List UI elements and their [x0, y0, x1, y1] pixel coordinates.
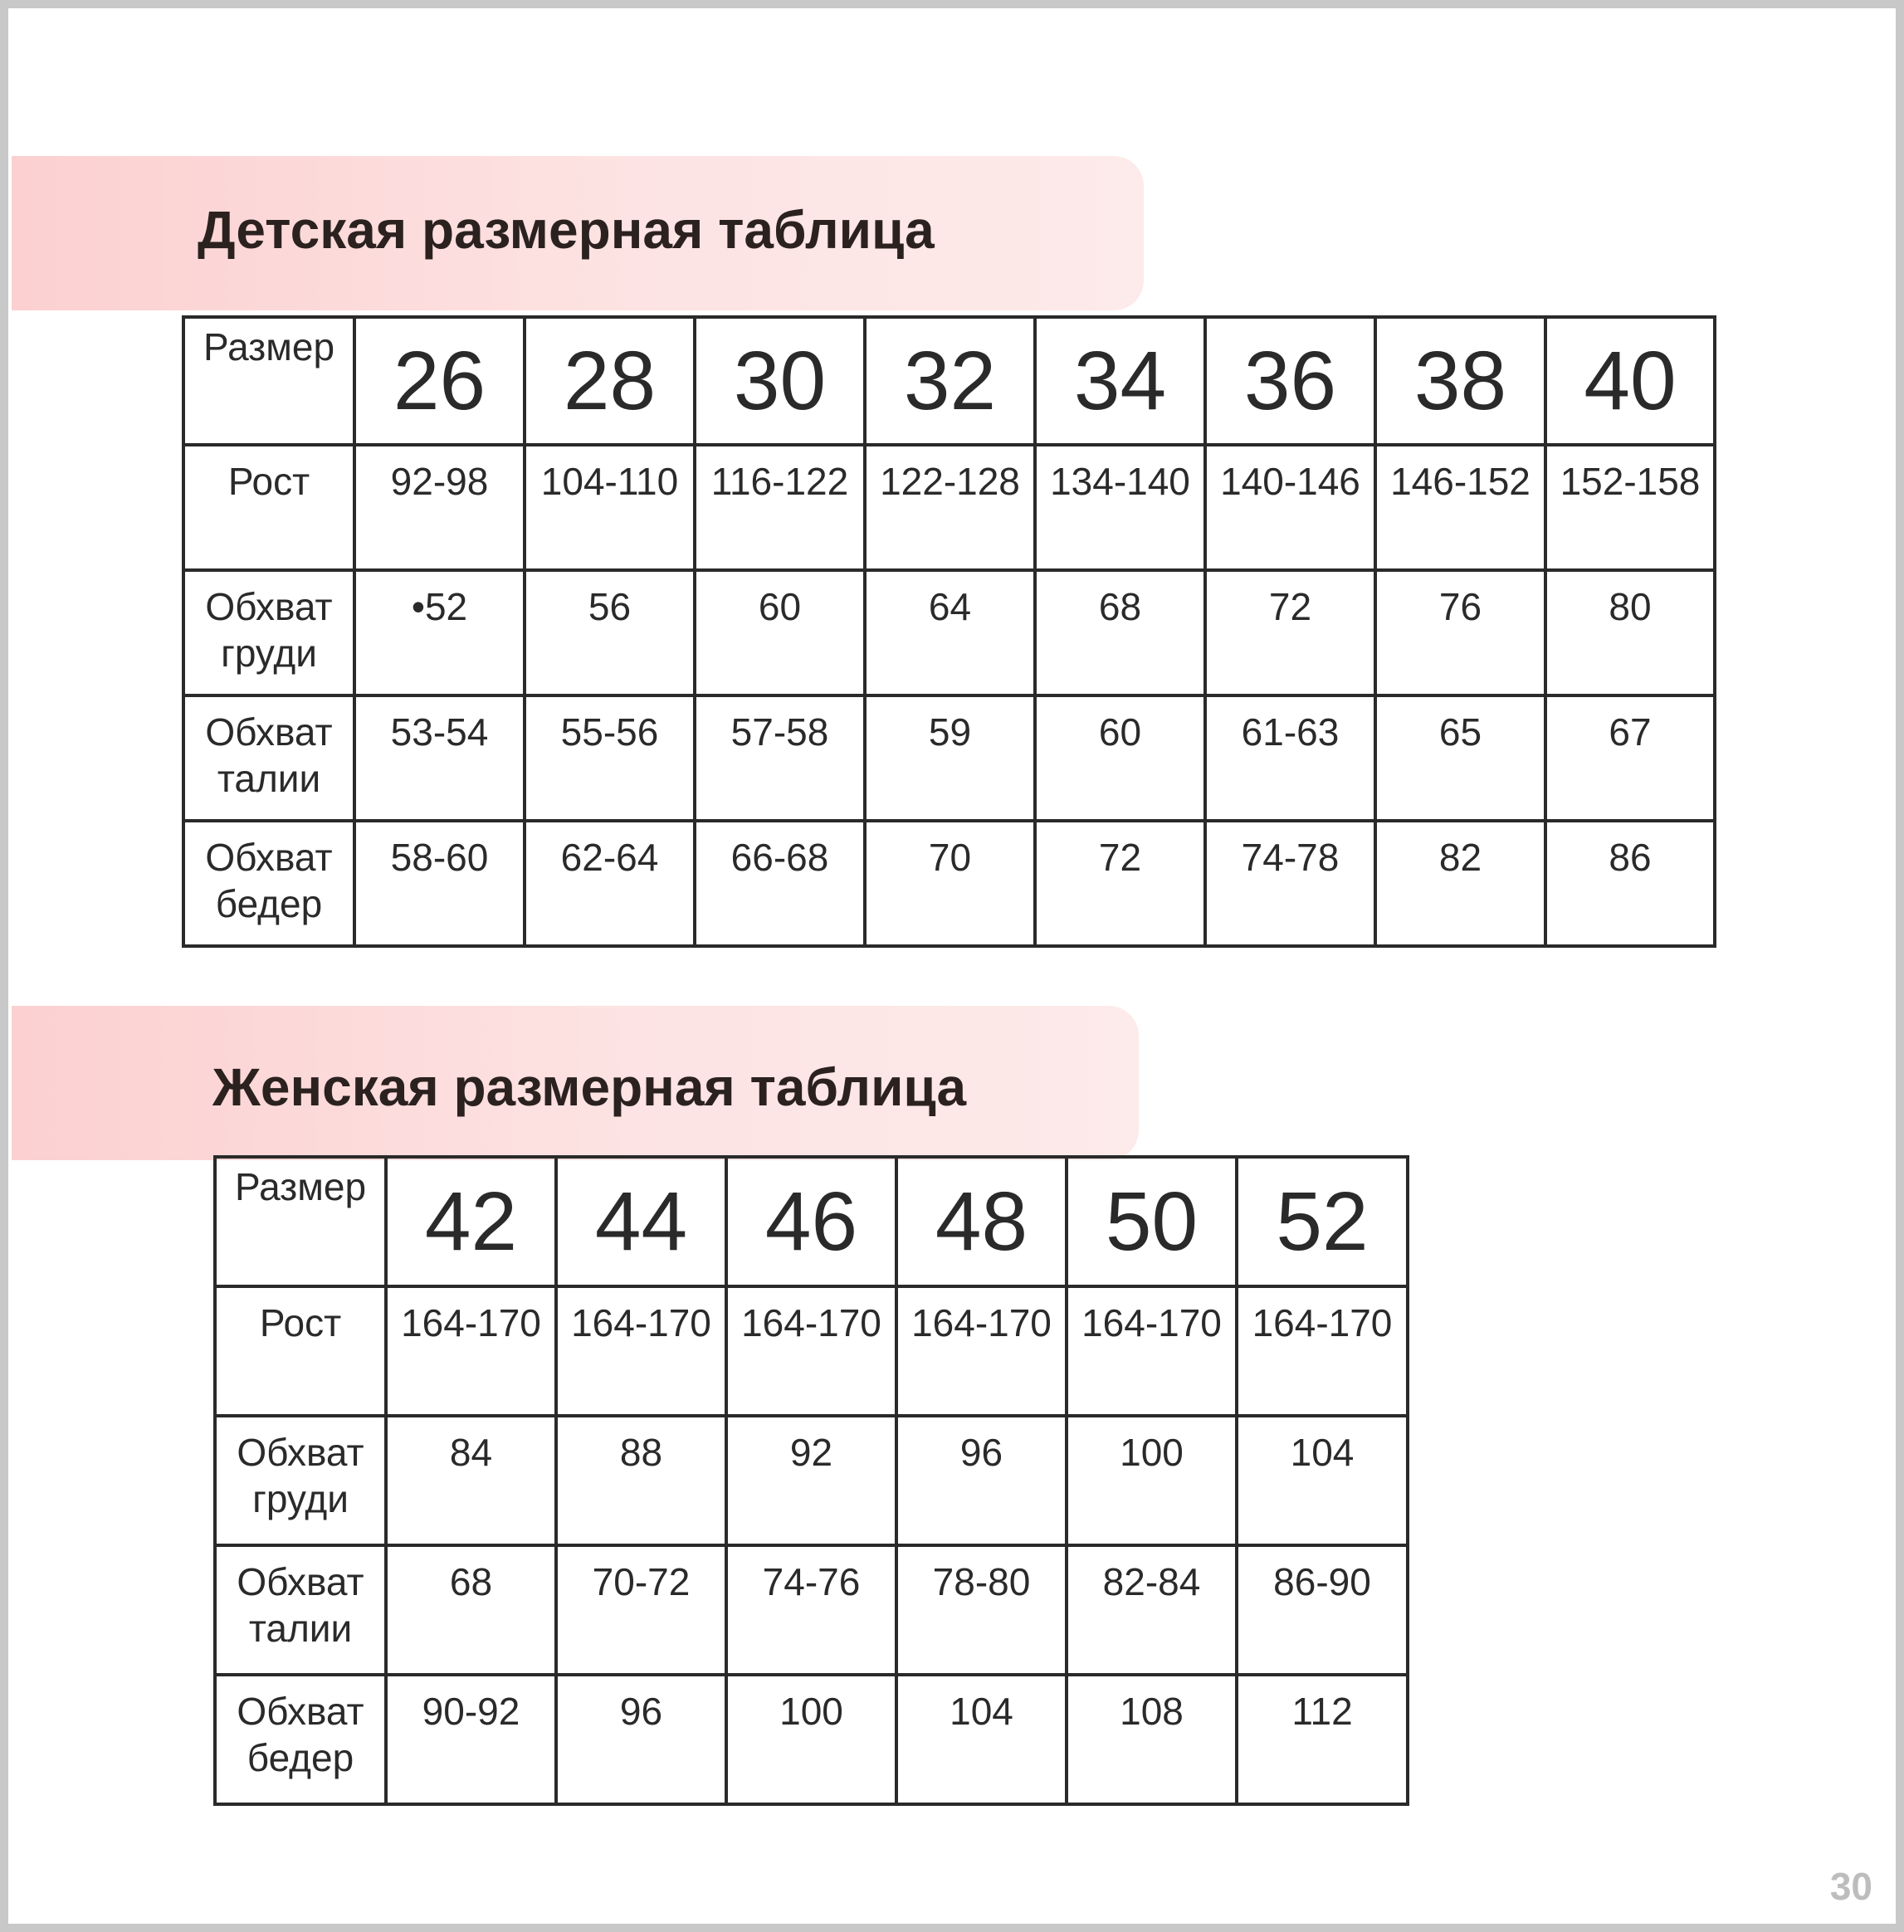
- size-header-cell: 40: [1545, 317, 1715, 445]
- size-header-cell: 48: [896, 1157, 1067, 1286]
- size-header-cell: 26: [354, 317, 525, 445]
- table-cell: 96: [556, 1675, 726, 1804]
- table-cell: 80: [1545, 570, 1715, 695]
- table-row: [183, 445, 1715, 570]
- table-cell: 72: [1205, 570, 1375, 695]
- table-cell: 92: [726, 1416, 896, 1545]
- table-row: [215, 1286, 1408, 1416]
- row-label: Обхват талии: [183, 695, 354, 821]
- table-cell: 82-84: [1067, 1545, 1237, 1675]
- table-cell: 67: [1545, 695, 1715, 821]
- table-cell: 59: [865, 695, 1035, 821]
- table-cell: 53-54: [354, 695, 525, 821]
- table-cell: 164-170: [726, 1286, 896, 1416]
- table-cell: 70-72: [556, 1545, 726, 1675]
- table-cell: 61-63: [1205, 695, 1375, 821]
- table-cell: 68: [1035, 570, 1205, 695]
- table-cell: 116-122: [695, 445, 865, 570]
- size-header-cell: 52: [1237, 1157, 1408, 1286]
- table-row: [183, 821, 1715, 946]
- table-cell: 60: [1035, 695, 1205, 821]
- size-header-cell: 44: [556, 1157, 726, 1286]
- table-cell: 108: [1067, 1675, 1237, 1804]
- table-cell: 88: [556, 1416, 726, 1545]
- size-header-cell: 32: [865, 317, 1035, 445]
- table-cell: 164-170: [896, 1286, 1067, 1416]
- table-row: [183, 695, 1715, 821]
- table-cell: 92-98: [354, 445, 525, 570]
- row-label: Обхват бедер: [215, 1675, 386, 1804]
- table-cell: 84: [386, 1416, 556, 1545]
- table-cell: 58-60: [354, 821, 525, 946]
- size-header-label: Размер: [215, 1157, 386, 1286]
- row-label: Обхват груди: [183, 570, 354, 695]
- table-row: [183, 317, 1715, 445]
- table-cell: 146-152: [1375, 445, 1545, 570]
- table-cell: 86: [1545, 821, 1715, 946]
- row-label: Обхват груди: [215, 1416, 386, 1545]
- table-cell: 104: [896, 1675, 1067, 1804]
- table-cell: 60: [695, 570, 865, 695]
- table-cell: 78-80: [896, 1545, 1067, 1675]
- table-row: [183, 570, 1715, 695]
- table-cell: 76: [1375, 570, 1545, 695]
- table-cell: 96: [896, 1416, 1067, 1545]
- table-cell: 104-110: [525, 445, 695, 570]
- table-cell: 68: [386, 1545, 556, 1675]
- table-row: [215, 1545, 1408, 1675]
- table-cell: 112: [1237, 1675, 1408, 1804]
- size-header-cell: 42: [386, 1157, 556, 1286]
- table-cell: 82: [1375, 821, 1545, 946]
- table-row: [215, 1157, 1408, 1286]
- size-header-cell: 46: [726, 1157, 896, 1286]
- table-cell: 64: [865, 570, 1035, 695]
- table-cell: 74-78: [1205, 821, 1375, 946]
- table-cell: 164-170: [556, 1286, 726, 1416]
- table-cell: 90-92: [386, 1675, 556, 1804]
- table-cell: 70: [865, 821, 1035, 946]
- size-header-cell: 38: [1375, 317, 1545, 445]
- table-cell: 57-58: [695, 695, 865, 821]
- table-cell: 66-68: [695, 821, 865, 946]
- table-cell: 55-56: [525, 695, 695, 821]
- size-header-label: Размер: [183, 317, 354, 445]
- kids-size-table: [182, 315, 1716, 948]
- table-cell: 122-128: [865, 445, 1035, 570]
- kids-table-title: Детская размерная таблица: [198, 200, 935, 260]
- size-header-cell: 30: [695, 317, 865, 445]
- table-cell: 164-170: [386, 1286, 556, 1416]
- table-cell: 74-76: [726, 1545, 896, 1675]
- table-cell: 86-90: [1237, 1545, 1408, 1675]
- size-header-cell: 34: [1035, 317, 1205, 445]
- size-header-cell: 36: [1205, 317, 1375, 445]
- page-number: 30: [1829, 1865, 1872, 1908]
- table-cell: 65: [1375, 695, 1545, 821]
- table-cell: 62-64: [525, 821, 695, 946]
- table-cell: 56: [525, 570, 695, 695]
- size-header-cell: 28: [525, 317, 695, 445]
- table-cell: 100: [1067, 1416, 1237, 1545]
- table-cell: 134-140: [1035, 445, 1205, 570]
- row-label: Рост: [215, 1286, 386, 1416]
- table-row: [215, 1675, 1408, 1804]
- table-cell: 152-158: [1545, 445, 1715, 570]
- table-cell: 140-146: [1205, 445, 1375, 570]
- women-size-table: [213, 1155, 1409, 1806]
- women-table-title: Женская размерная таблица: [212, 1057, 967, 1117]
- table-cell: 164-170: [1067, 1286, 1237, 1416]
- table-cell: 104: [1237, 1416, 1408, 1545]
- size-header-cell: 50: [1067, 1157, 1237, 1286]
- table-cell: 72: [1035, 821, 1205, 946]
- table-cell: •52: [354, 570, 525, 695]
- table-cell: 164-170: [1237, 1286, 1408, 1416]
- table-row: [215, 1416, 1408, 1545]
- table-cell: 100: [726, 1675, 896, 1804]
- row-label: Обхват талии: [215, 1545, 386, 1675]
- row-label: Обхват бедер: [183, 821, 354, 946]
- row-label: Рост: [183, 445, 354, 570]
